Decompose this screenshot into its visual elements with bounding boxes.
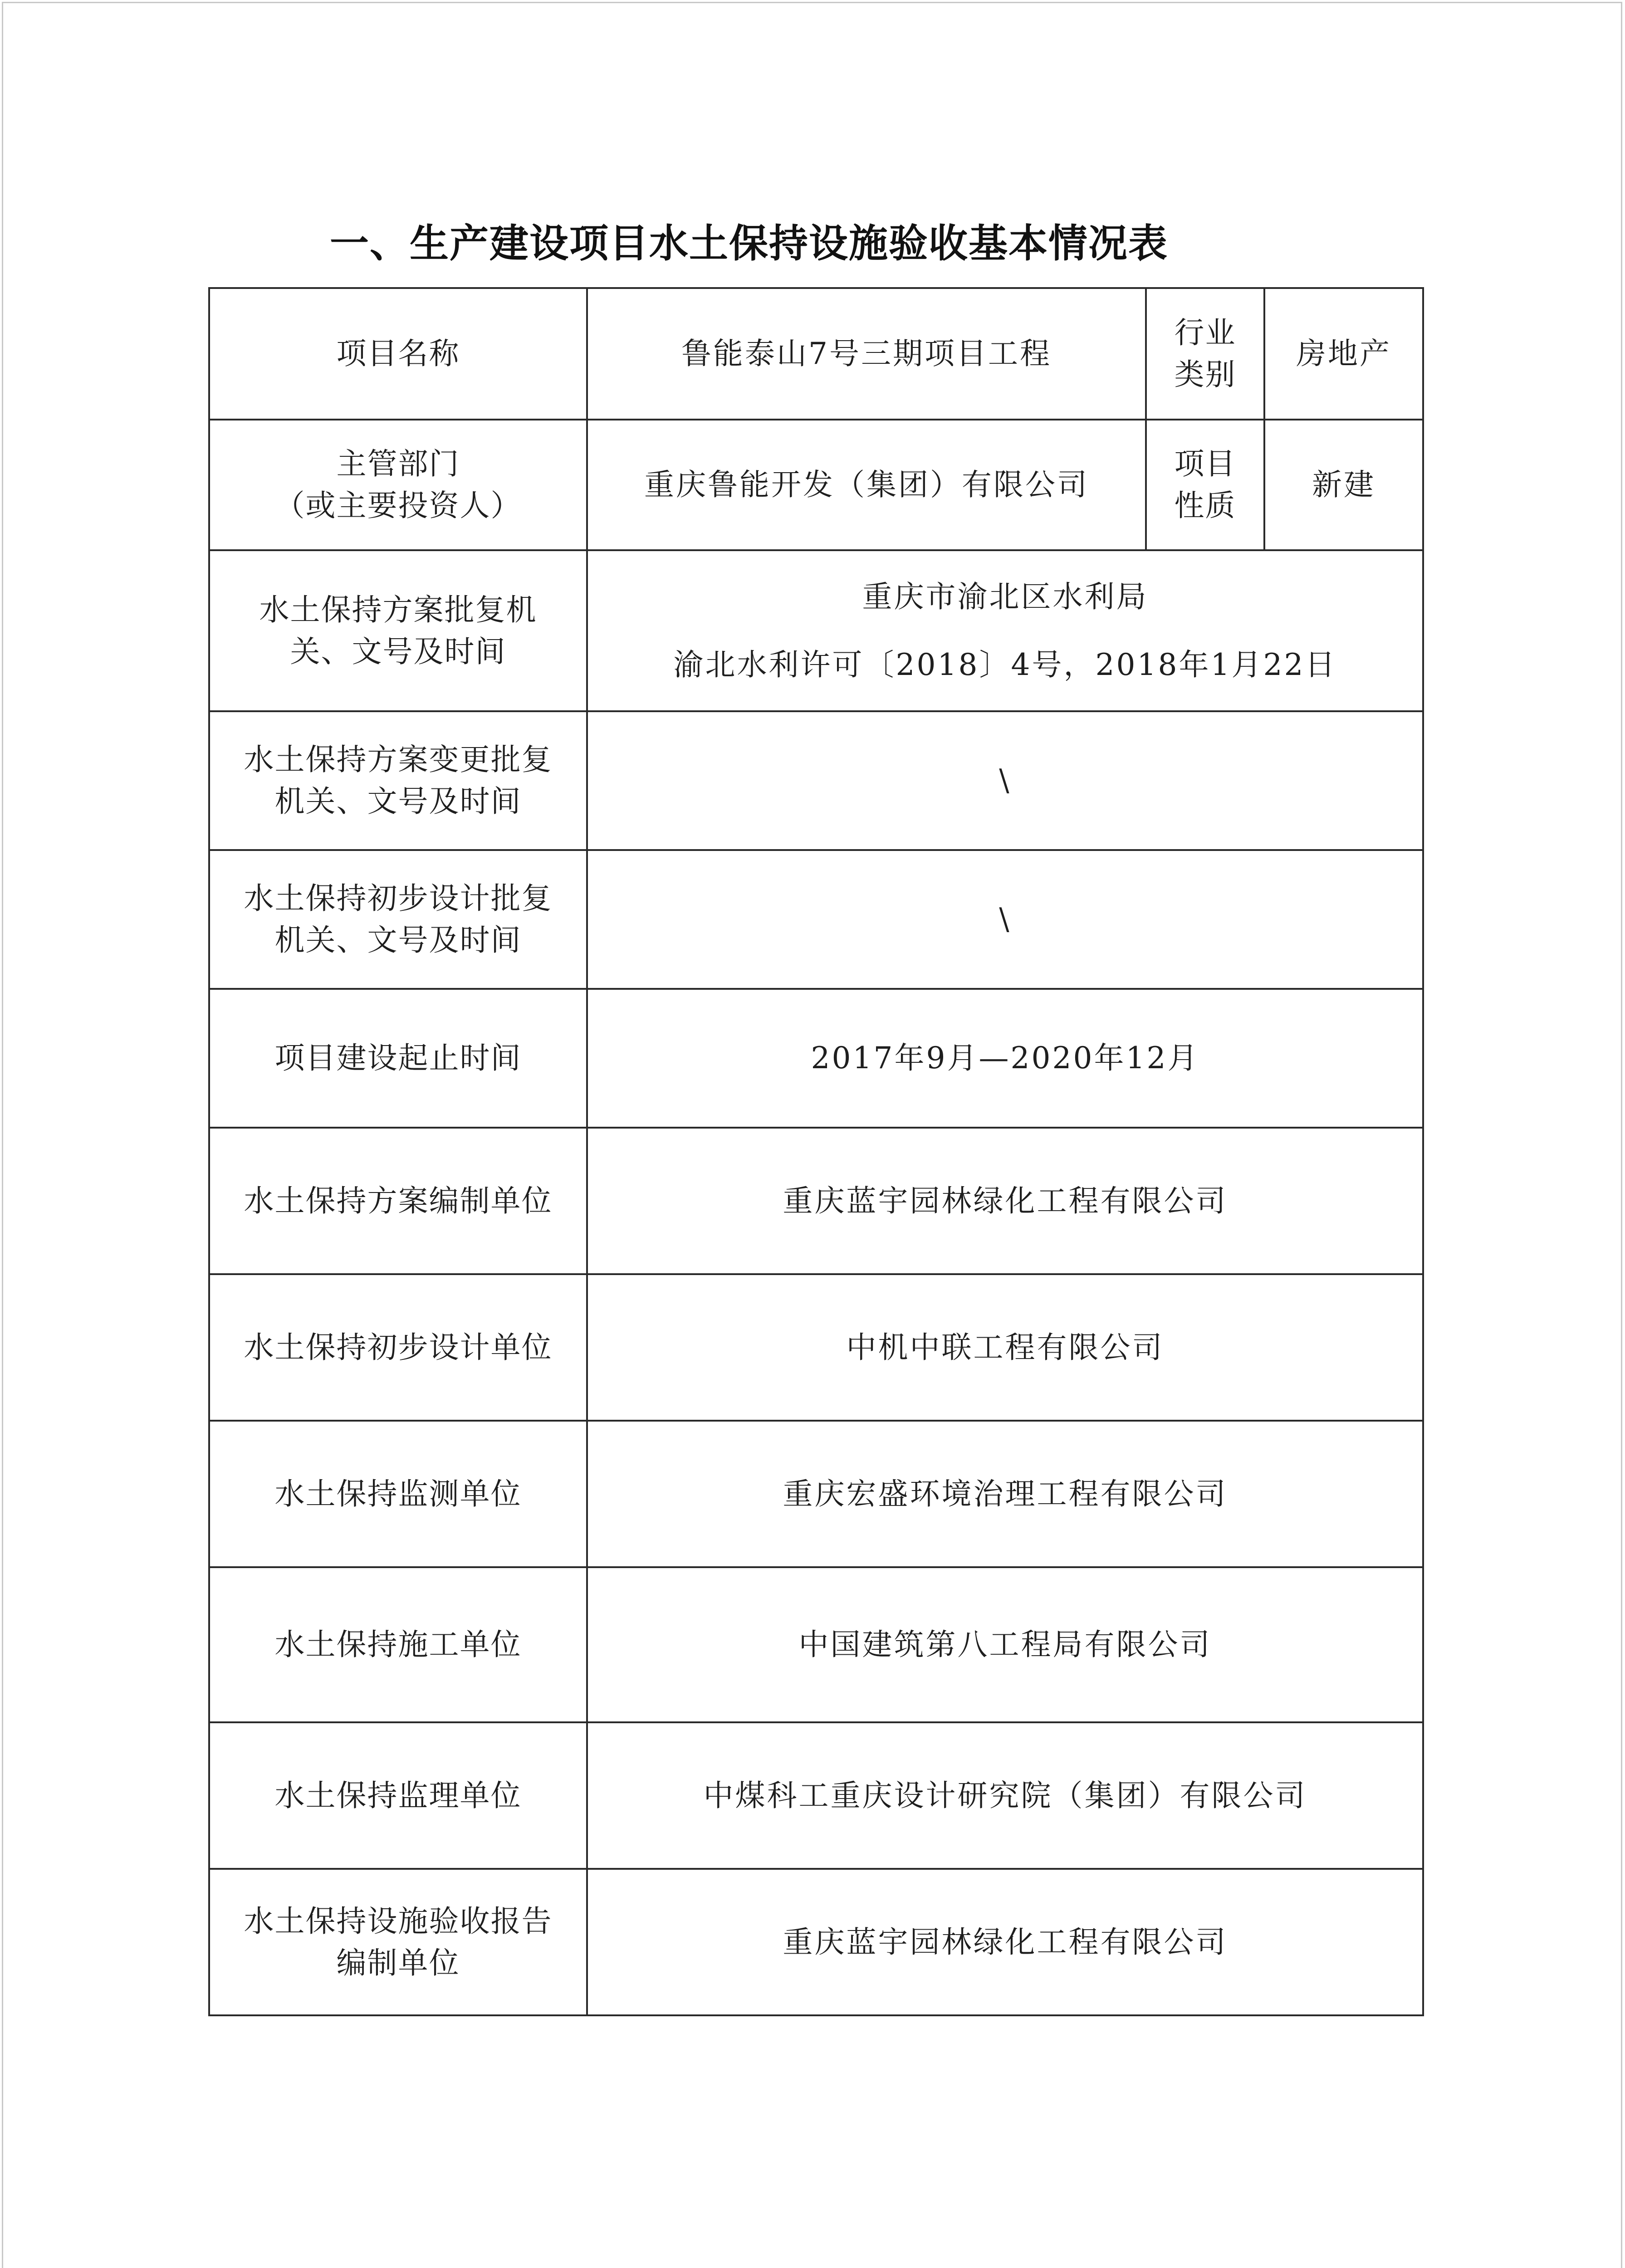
label-line: 项目 [1174,446,1236,481]
label-line: 编制单位 [336,1945,460,1980]
cell-value-project-nature [1264,420,1423,550]
table-row-plan-approval [209,550,1423,711]
cell-label-preliminary-design-unit [209,1274,587,1421]
value-text: 重庆蓝宇园林绿化工程有限公司 [783,1183,1228,1218]
value-text: 重庆宏盛环境治理工程有限公司 [783,1476,1228,1511]
cell-value-plan-approval [587,550,1423,711]
cell-value-preliminary-design-approval [587,850,1423,989]
table-row-competent-department [209,420,1423,550]
label-text: 水土保持初步设计单位 [244,1330,553,1365]
label-line: 水土保持方案批复机 [259,592,537,627]
cell-value-supervision-unit [587,1722,1423,1869]
table-row-plan-change-approval [209,711,1423,850]
label-line: （或主要投资人） [274,488,522,523]
cell-label-industry-category [1146,288,1264,420]
label-line: 机关、文号及时间 [274,784,522,819]
table-row-monitoring-unit [209,1421,1423,1567]
value-text: \ [999,902,1011,937]
cell-label-construction-period [209,989,587,1128]
cell-label-project-name [209,288,587,420]
table-row-project-name [209,288,1423,420]
cell-label-plan-approval [209,550,587,711]
cell-value-construction-unit [587,1567,1423,1722]
cell-value-acceptance-report-unit [587,1869,1423,2015]
cell-label-project-nature [1146,420,1264,550]
value-text: 中煤科工重庆设计研究院（集团）有限公司 [703,1778,1307,1813]
table-row-preliminary-design-unit [209,1274,1423,1421]
label-line: 行业 [1174,315,1236,350]
label-line: 水土保持初步设计批复 [244,881,553,916]
table-row-plan-compiling-unit [209,1128,1423,1274]
label-line: 机关、文号及时间 [274,923,522,958]
cell-label-preliminary-design-approval [209,850,587,989]
cell-value-monitoring-unit [587,1421,1423,1567]
cell-label-construction-unit [209,1567,587,1722]
label-line: 性质 [1174,488,1236,523]
label-line: 主管部门 [336,446,460,481]
cell-label-supervision-unit [209,1722,587,1869]
acceptance-info-table [208,287,1424,2016]
label-text: 水土保持监理单位 [274,1778,522,1813]
approval-authority: 重庆市渝北区水利局 [862,579,1148,614]
label-line: 类别 [1174,357,1236,392]
document-page [2,2,1622,2268]
cell-value-preliminary-design-unit [587,1274,1423,1421]
approval-document-date: 渝北水利许可〔2018〕4号，2018年1月22日 [673,647,1337,682]
cell-label-competent-department [209,420,587,550]
value-text: 房地产 [1296,336,1391,371]
label-line: 水土保持设施验收报告 [244,1903,553,1939]
value-text: 2017年9月—2020年12月 [811,1041,1199,1075]
table-row-construction-period [209,989,1423,1128]
line-spacer [597,618,1413,644]
document-title: 一、生产建设项目水土保持设施验收基本情况表 [330,221,1168,266]
value-text: 鲁能泰山7号三期项目工程 [681,336,1052,371]
label-text: 水土保持监测单位 [274,1476,522,1511]
value-text: \ [999,763,1011,798]
cell-label-monitoring-unit [209,1421,587,1567]
label-text: 水土保持施工单位 [274,1627,522,1662]
cell-value-plan-compiling-unit [587,1128,1423,1274]
label-line: 关、文号及时间 [290,634,506,669]
table-row-supervision-unit [209,1722,1423,1869]
value-text: 新建 [1312,467,1375,502]
value-text: 中机中联工程有限公司 [846,1330,1164,1365]
cell-value-construction-period [587,989,1423,1128]
cell-value-plan-change-approval [587,711,1423,850]
table-row-preliminary-design-approval [209,850,1423,989]
label-text: 项目名称 [336,336,460,371]
table-row-construction-unit [209,1567,1423,1722]
cell-value-industry-category [1264,288,1423,420]
value-text: 重庆鲁能开发（集团）有限公司 [644,467,1089,502]
cell-value-project-name [587,288,1146,420]
value-text: 重庆蓝宇园林绿化工程有限公司 [783,1924,1228,1960]
value-text: 中国建筑第八工程局有限公司 [798,1627,1212,1662]
table-row-acceptance-report-unit [209,1869,1423,2015]
cell-label-plan-change-approval [209,711,587,850]
cell-label-plan-compiling-unit [209,1128,587,1274]
label-line: 水土保持方案变更批复 [244,742,553,777]
label-text: 水土保持方案编制单位 [244,1183,553,1218]
cell-label-acceptance-report-unit [209,1869,587,2015]
cell-value-competent-department [587,420,1146,550]
label-text: 项目建设起止时间 [274,1041,522,1075]
